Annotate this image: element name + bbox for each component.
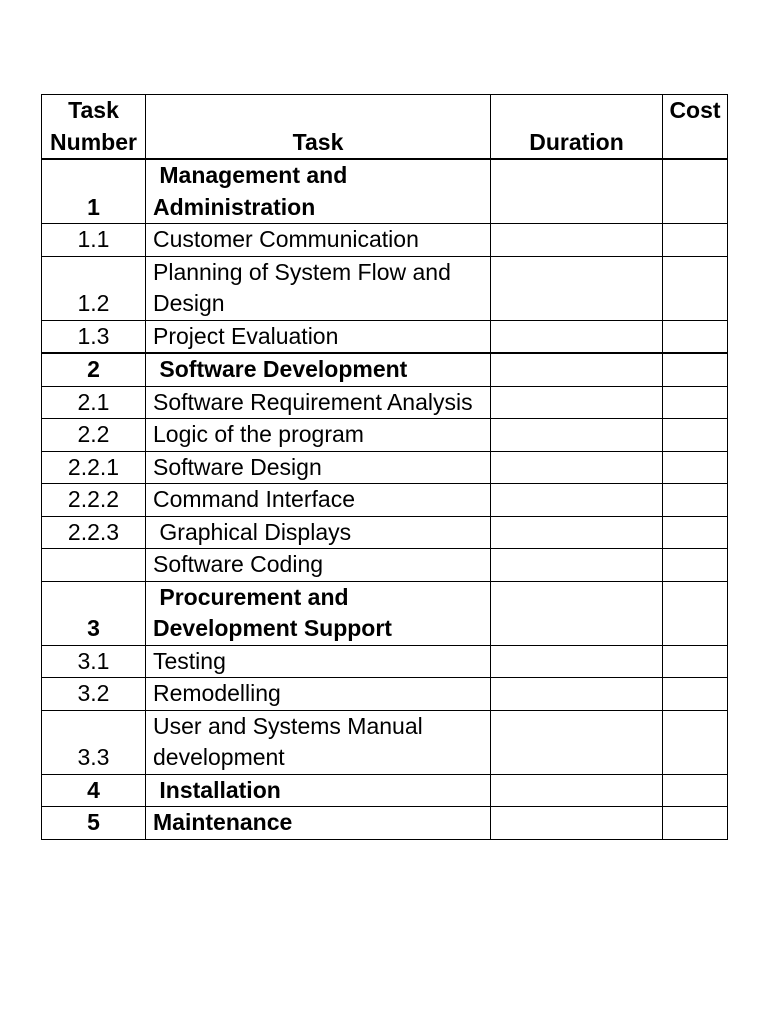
duration-cell — [491, 710, 663, 774]
task-name-cell — [146, 419, 491, 452]
header-task — [146, 95, 491, 160]
cost-cell — [663, 451, 728, 484]
task-name-cell — [146, 353, 491, 386]
cost-cell — [663, 484, 728, 517]
task-number-cell: 2.2.1 — [42, 451, 146, 484]
duration-cell — [491, 320, 663, 353]
cost-cell — [663, 320, 728, 353]
table-row — [42, 484, 728, 517]
task-name-line: Design — [153, 290, 225, 316]
duration-cell — [491, 645, 663, 678]
task-number-cell: 1.1 — [42, 224, 146, 257]
header-cost — [663, 95, 728, 160]
table-row — [42, 710, 728, 774]
header-row — [42, 95, 728, 160]
duration-cell — [491, 807, 663, 840]
task-name-line: User and Systems Manual — [153, 712, 423, 739]
task-name-cell — [146, 774, 491, 807]
task-name-cell — [146, 451, 491, 484]
task-number-cell: 3.1 — [42, 645, 146, 678]
header-task-number-line: Task — [68, 97, 119, 123]
task-name-cell — [146, 645, 491, 678]
task-name-line: Graphical Displays — [153, 518, 352, 545]
cost-cell — [663, 645, 728, 678]
task-name-line: Procurement and — [153, 583, 349, 610]
task-number-cell: 2.1 — [42, 386, 146, 419]
task-name-cell — [146, 484, 491, 517]
table-row — [42, 419, 728, 452]
task-name-cell — [146, 710, 491, 774]
duration-cell — [491, 256, 663, 320]
task-name-line: Maintenance — [153, 809, 293, 835]
table-row — [42, 678, 728, 711]
table-row — [42, 807, 728, 840]
cost-cell — [663, 419, 728, 452]
task-name-line: Administration — [153, 193, 316, 220]
task-name-line: development — [153, 744, 285, 770]
cost-cell — [663, 807, 728, 840]
cost-cell — [663, 386, 728, 419]
header-duration-label: Duration — [529, 128, 624, 155]
header-duration — [491, 95, 663, 160]
cost-cell — [663, 678, 728, 711]
cost-cell — [663, 353, 728, 386]
task-number-cell: 2.2 — [42, 419, 146, 452]
header-task-label: Task — [292, 128, 344, 155]
table-row — [42, 549, 728, 582]
task-name-line: Software Requirement Analysis — [153, 388, 473, 415]
table-row — [42, 256, 728, 320]
task-number-cell: 4 — [42, 774, 146, 807]
table-header — [42, 95, 728, 160]
task-name-cell — [146, 516, 491, 549]
task-name-cell — [146, 581, 491, 645]
task-name-line: Software Coding — [153, 551, 324, 577]
duration-cell — [491, 549, 663, 582]
table-row — [42, 320, 728, 353]
table-row — [42, 386, 728, 419]
duration-cell — [491, 451, 663, 484]
cost-cell — [663, 159, 728, 224]
table-row — [42, 451, 728, 484]
table-row — [42, 774, 728, 807]
task-name-cell — [146, 159, 491, 224]
cost-cell — [663, 256, 728, 320]
cost-cell — [663, 549, 728, 582]
duration-cell — [491, 159, 663, 224]
task-name-cell — [146, 386, 491, 419]
table-body — [42, 159, 728, 839]
task-number-cell: 2 — [42, 353, 146, 386]
task-number-cell: 2.2.2 — [42, 484, 146, 517]
task-name-cell — [146, 807, 491, 840]
table-row — [42, 645, 728, 678]
header-task-number-line: Number — [50, 128, 137, 155]
task-name-line: Software Design — [153, 453, 322, 480]
task-name-cell — [146, 320, 491, 353]
task-number-cell: 3.2 — [42, 678, 146, 711]
task-number-cell — [42, 549, 146, 582]
task-number-cell: 3.3 — [42, 710, 146, 774]
task-name-cell — [146, 256, 491, 320]
header-task-number — [42, 95, 146, 160]
cost-cell — [663, 774, 728, 807]
table-row — [42, 353, 728, 386]
duration-cell — [491, 774, 663, 807]
task-name-line: Project Evaluation — [153, 322, 339, 349]
cost-cell — [663, 710, 728, 774]
table-row — [42, 159, 728, 224]
task-name-line: Software Development — [153, 356, 408, 382]
task-name-line: Remodelling — [153, 680, 281, 706]
task-name-line: Installation — [153, 776, 281, 803]
duration-cell — [491, 484, 663, 517]
duration-cell — [491, 419, 663, 452]
task-name-line: Logic of the program — [153, 421, 364, 447]
duration-cell — [491, 224, 663, 257]
task-name-cell — [146, 678, 491, 711]
table-row — [42, 224, 728, 257]
task-number-cell: 1.2 — [42, 256, 146, 320]
task-number-cell: 3 — [42, 581, 146, 645]
task-name-line: Management and — [153, 162, 348, 188]
task-name-cell — [146, 549, 491, 582]
table-row — [42, 581, 728, 645]
cost-cell — [663, 224, 728, 257]
task-name-line: Command Interface — [153, 486, 355, 512]
task-number-cell: 1.3 — [42, 320, 146, 353]
task-number-cell: 5 — [42, 807, 146, 840]
duration-cell — [491, 516, 663, 549]
task-name-line: Development Support — [153, 615, 392, 641]
task-table — [41, 94, 728, 840]
task-name-line: Testing — [153, 647, 226, 674]
duration-cell — [491, 581, 663, 645]
task-name-line: Customer Communication — [153, 226, 419, 252]
cost-cell — [663, 516, 728, 549]
duration-cell — [491, 678, 663, 711]
header-cost-label: Cost — [669, 97, 721, 123]
task-name-cell — [146, 224, 491, 257]
duration-cell — [491, 353, 663, 386]
task-number-cell: 1 — [42, 159, 146, 224]
table-row — [42, 516, 728, 549]
task-name-line: Planning of System Flow and — [153, 258, 451, 285]
duration-cell — [491, 386, 663, 419]
task-number-cell: 2.2.3 — [42, 516, 146, 549]
cost-cell — [663, 581, 728, 645]
